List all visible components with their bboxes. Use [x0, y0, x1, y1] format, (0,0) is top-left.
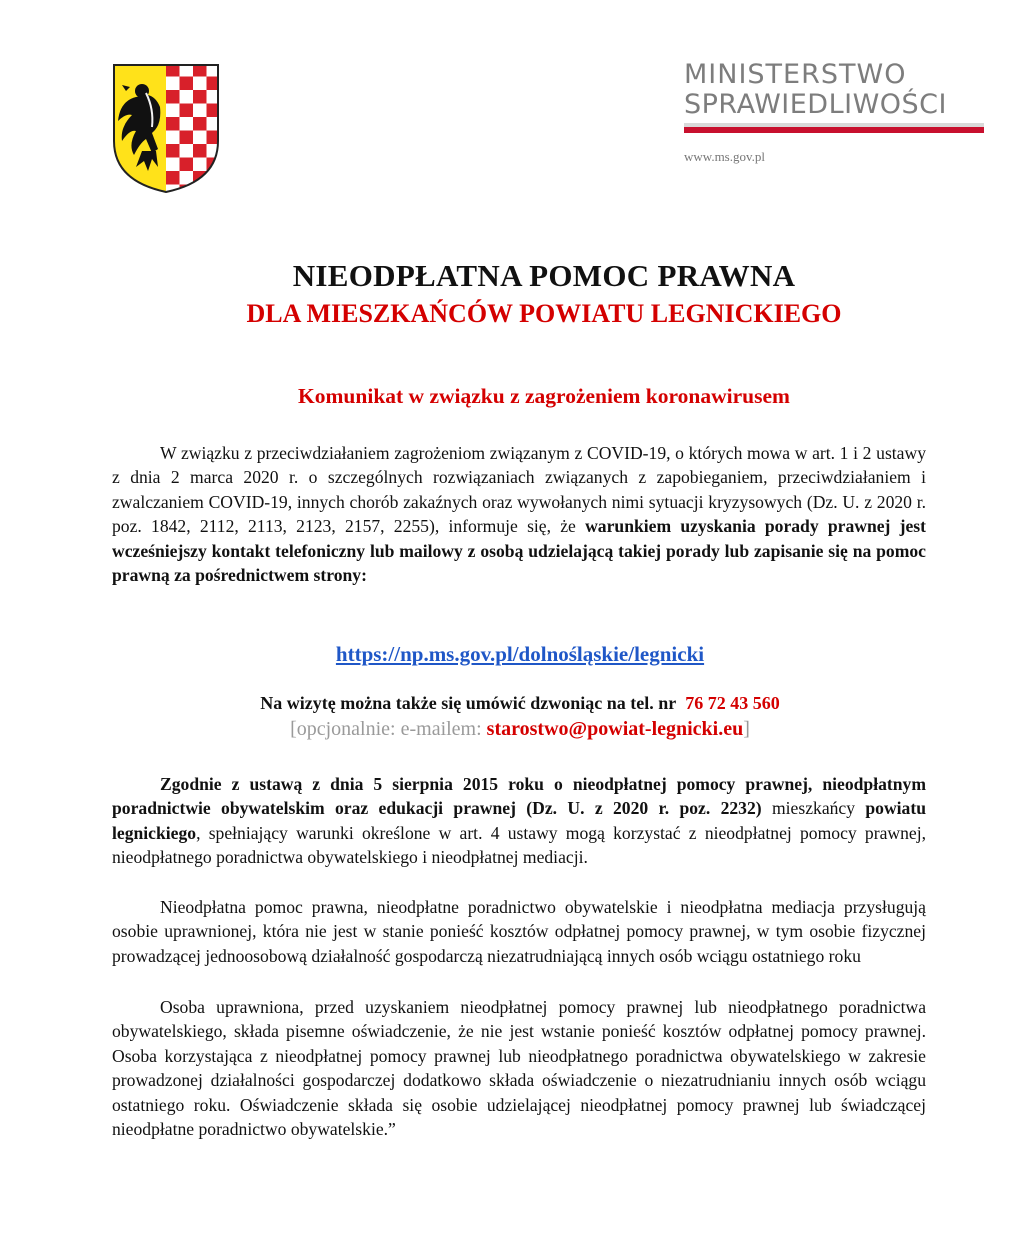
ministry-name-line1: MINISTERSTWO — [684, 59, 907, 90]
ministry-flag-bar — [684, 123, 984, 135]
covid-paragraph-text: W związku z przeciwdziałaniem zagrożeniom związanym z COVID-19, o których mowa w art. 1 i 2 ustawy z dnia 2 marca 2020 r. o szczególnych rozwiązaniach związanych z zapobieganiem, przeciwdziałaniem i zwalczaniem COVID-19, innych chorób zakaźnych oraz wywołanych nimi sytuacji kryzysowych (Dz. U. z 2020 r. poz. 1842, 2112, 2113, 2123, 2157, 2255), informuje się, że — [112, 443, 926, 537]
email-prefix: [opcjonalnie: e-mailem: — [290, 718, 482, 740]
ministry-logo — [684, 60, 984, 165]
notice-heading: Komunikat w związku z zagrożeniem koronawirusem — [298, 384, 790, 408]
email-suffix: ] — [743, 718, 750, 740]
law-paragraph — [112, 772, 926, 870]
page-subtitle: DLA MIESZKAŃCÓW POWIATU LEGNICKIEGO — [246, 299, 842, 328]
visit-text: Na wizytę można także się umówić dzwoniąc na tel. nr — [260, 693, 677, 713]
ministry-url: www.ms.gov.pl — [684, 149, 766, 164]
law-paragraph-text2: , spełniający warunki określone w art. 4 ustawy mogą korzystać z nieodpłatnej pomocy prawnej, nieodpłatnego poradnictwa obywatelskiego i nieodpłatnej mediacji. — [112, 822, 926, 868]
registration-link[interactable]: https://np.ms.gov.pl/dolnośląskie/legnicki — [335, 642, 705, 666]
coat-of-arms-icon — [112, 63, 220, 194]
visit-line — [0, 693, 1024, 714]
phone-number: 76 72 43 560 — [685, 693, 780, 713]
eligibility-paragraph-text: Nieodpłatna pomoc prawna, nieodpłatne poradnictwo obywatelskie i nieodpłatna mediacja przysługują osobie uprawnionej, która nie jest w stanie ponieść kosztów odpłatnej pomocy prawnej, w tym osobie fizycznej prowadzącej jednoosobową działalność gospodarczą niezatrudniającą innych osób wciągu ostatniego roku — [112, 897, 926, 966]
email-line — [0, 718, 1024, 741]
law-paragraph-bold1: Zgodnie z ustawą z dnia 5 sierpnia 2015 roku o nieodpłatnej pomocy prawnej, nieodpłatnym poradnictwie obywatelskim oraz edukacji prawnej (Dz. U. z 2020 r. poz. 2232) — [112, 774, 926, 819]
law-paragraph-bold2: powiatu legnickiego — [112, 798, 926, 843]
law-paragraph-text1: mieszkańcy — [761, 798, 866, 819]
covid-paragraph — [112, 441, 926, 587]
eligibility-paragraph — [112, 895, 926, 968]
email-address[interactable]: starostwo@powiat-legnicki.eu — [486, 718, 744, 740]
statement-paragraph — [112, 995, 926, 1141]
covid-paragraph-bold: warunkiem uzyskania porady prawnej jest wcześniejszy kontakt telefoniczny lub mailowy z osobą udzielającą takiej porady lub zapisanie się na pomoc prawną za pośrednictwem strony: — [112, 516, 927, 586]
page-title: NIEODPŁATNA POMOC PRAWNA — [292, 258, 796, 293]
statement-paragraph-text: Osoba uprawniona, przed uzyskaniem nieodpłatnej pomocy prawnej lub nieodpłatnego poradnictwa obywatelskiego, składa pisemne oświadczenie, że nie jest wstanie ponieść kosztów odpłatnej pomocy prawnej. Osoba korzystająca z nieodpłatnej pomocy prawnej lub nieodpłatnego poradnictwa obywatelskiego w zakresie prowadzonej działalności gospodarczej dodatkowo składa oświadczenie o niezatrudnianiu innych osób wciągu ostatniego roku. Oświadczenie składa się osobie udzielającej nieodpłatnej pomocy prawnej lub świadczącej nieodpłatne poradnictwo obywatelskie.” — [112, 997, 926, 1140]
ministry-name-line2: SPRAWIEDLIWOŚCI — [684, 89, 947, 120]
